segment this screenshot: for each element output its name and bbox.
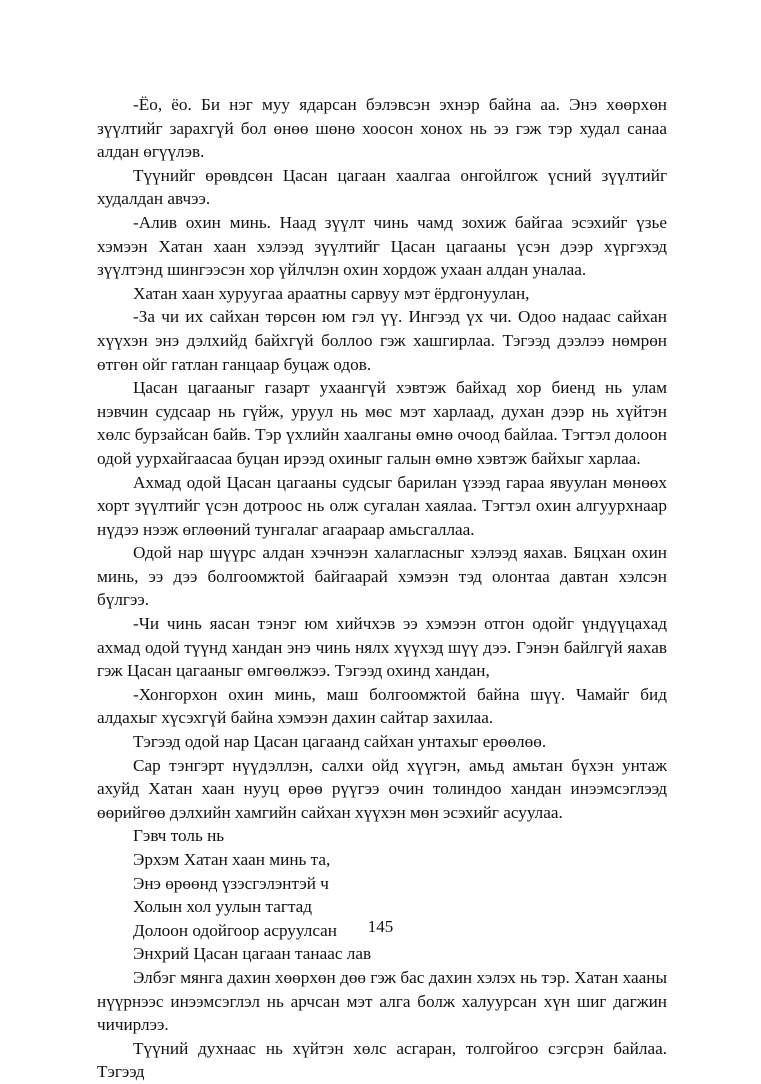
verse-line: Долоон одойгоор асруулсан bbox=[133, 920, 337, 940]
paragraph: -За чи их сайхан төрсөн юм гэл үү. Ингээд үх чи. Одоо надаас сайхан хүүхэн энэ дэлхийд байхгүй боллоо гэж хашгирлаа. Тэгээд дээлээ нөмрөн өтгөн ойг гатлан ганцаар буцаж одов. bbox=[97, 307, 667, 374]
verse-block bbox=[97, 848, 667, 966]
verse-line: Эрхэм Хатан хаан минь та, bbox=[133, 850, 331, 869]
paragraph: Тэгээд одой нар Цасан цагаанд сайхан унтахыг ерөөлөө. bbox=[133, 732, 547, 752]
paragraph: Цасан цагааныг газарт ухаангүй хэвтэж байхад хор биенд нь улам нэвчин судсаар нь гүйж, уруул нь мөс мэт харлаад, духан дээр нь хүйтэн хөлс бурзайсан байв. Тэр үхлийн хаалганы өмнө очоод байлаа. Тэгтэл долоон одой уурхайгаасаа буцан ирээд охиныг галын өмнө хэвтэж байхыг харлаа. bbox=[97, 378, 667, 468]
paragraph: Хатан хаан хуруугаа араатны сарвуу мэт ёрдгонуулан, bbox=[133, 283, 530, 303]
verse-line: Холын хол уулын тагтад bbox=[133, 897, 313, 917]
paragraph: -Алив охин минь. Наад зүүлт чинь чамд зохиж байгаа эсэхийг үзье хэмээн Хатан хаан хэлээд зүүлтийг Цасан цагааны үсэн дээр хүргэхэд зүүлтэнд шингээсэн хор үйлчлэн охин хордож ухаан алдан уналаа. bbox=[97, 212, 667, 280]
paragraph: Түүний духнаас нь хүйтэн хөлс асгаран, толгойгоо сэгсрэн байлаа. Тэгээд bbox=[97, 1038, 667, 1082]
verse-line: Энхрий Цасан цагаан танаас лав bbox=[133, 944, 372, 964]
paragraph: Түүнийг өрөвдсөн Цасан цагаан хаалгаа онгойлгож үсний зүүлтийг худалдан авчээ. bbox=[97, 165, 667, 209]
paragraph: Элбэг мянга дахин хөөрхөн дөө гэж бас дахин хэлэх нь тэр. Хатан хааны нүүрнээс инээмсэглэл нь арчсан мэт алга болж халуурсан хүн шиг дагжин чичирлээ. bbox=[97, 967, 667, 1035]
paragraph: -Хонгорхон охин минь, маш болгоомжтой байна шүү. Чамайг бид алдахыг хүсэхгүй байна хэмээн дахин сайтар захилаа. bbox=[97, 684, 667, 728]
paragraph: Гэвч толь нь bbox=[133, 826, 225, 846]
paragraph: Одой нар шүүрс алдан хэчнээн халагласныг хэлээд яахав. Бяцхан охин минь, ээ дээ болгоомжтой байгаарай хэмээн тэд олонтаа давтан хэлсэн бүлгээ. bbox=[97, 543, 667, 610]
paragraph: -Ёо, ёо. Би нэг муу ядарсан бэлэвсэн эхнэр байна аа. Энэ хөөрхөн зүүлтийг зарахгүй бол өнөө шөнө хоосон хонох нь ээ гэж тэр худал санаа алдан өгүүлэв. bbox=[97, 95, 667, 162]
page-number: 145 bbox=[367, 917, 394, 936]
paragraph: Ахмад одой Цасан цагааны судсыг барилан үзээд гараа явуулан мөнөөх хорт зүүлтийг үсэн дотроос нь олж сугалан хаялаа. Тэгтэл охин алгуурхнаар нүдээ нээж өглөөний тунгалаг агаараар амьсгаллаа. bbox=[97, 472, 667, 539]
verse-line: Энэ өрөөнд үзэсгэлэнтэй ч bbox=[133, 873, 329, 893]
paragraph: Сар тэнгэрт нүүдэллэн, салхи ойд хүүгэн, амьд амьтан бүхэн унтаж ахуйд Хатан хаан нууц өрөө рүүгээ очин толиндоо хандан инээмсэглээд өөрийгөө дэлхийн хамгийн сайхан хүүхэн мөн эсэхийг асуулаа. bbox=[97, 755, 667, 822]
paragraph: -Чи чинь яасан тэнэг юм хийчхэв ээ хэмээн отгон одойг үндүүцахад ахмад одой түүнд хандан энэ чинь нялх хүүхэд шүү дээ. Гэнэн байлгүй яахав гэж Цасан цагааныг өмгөөлжээ. Тэгээд охинд хандан, bbox=[97, 614, 667, 681]
